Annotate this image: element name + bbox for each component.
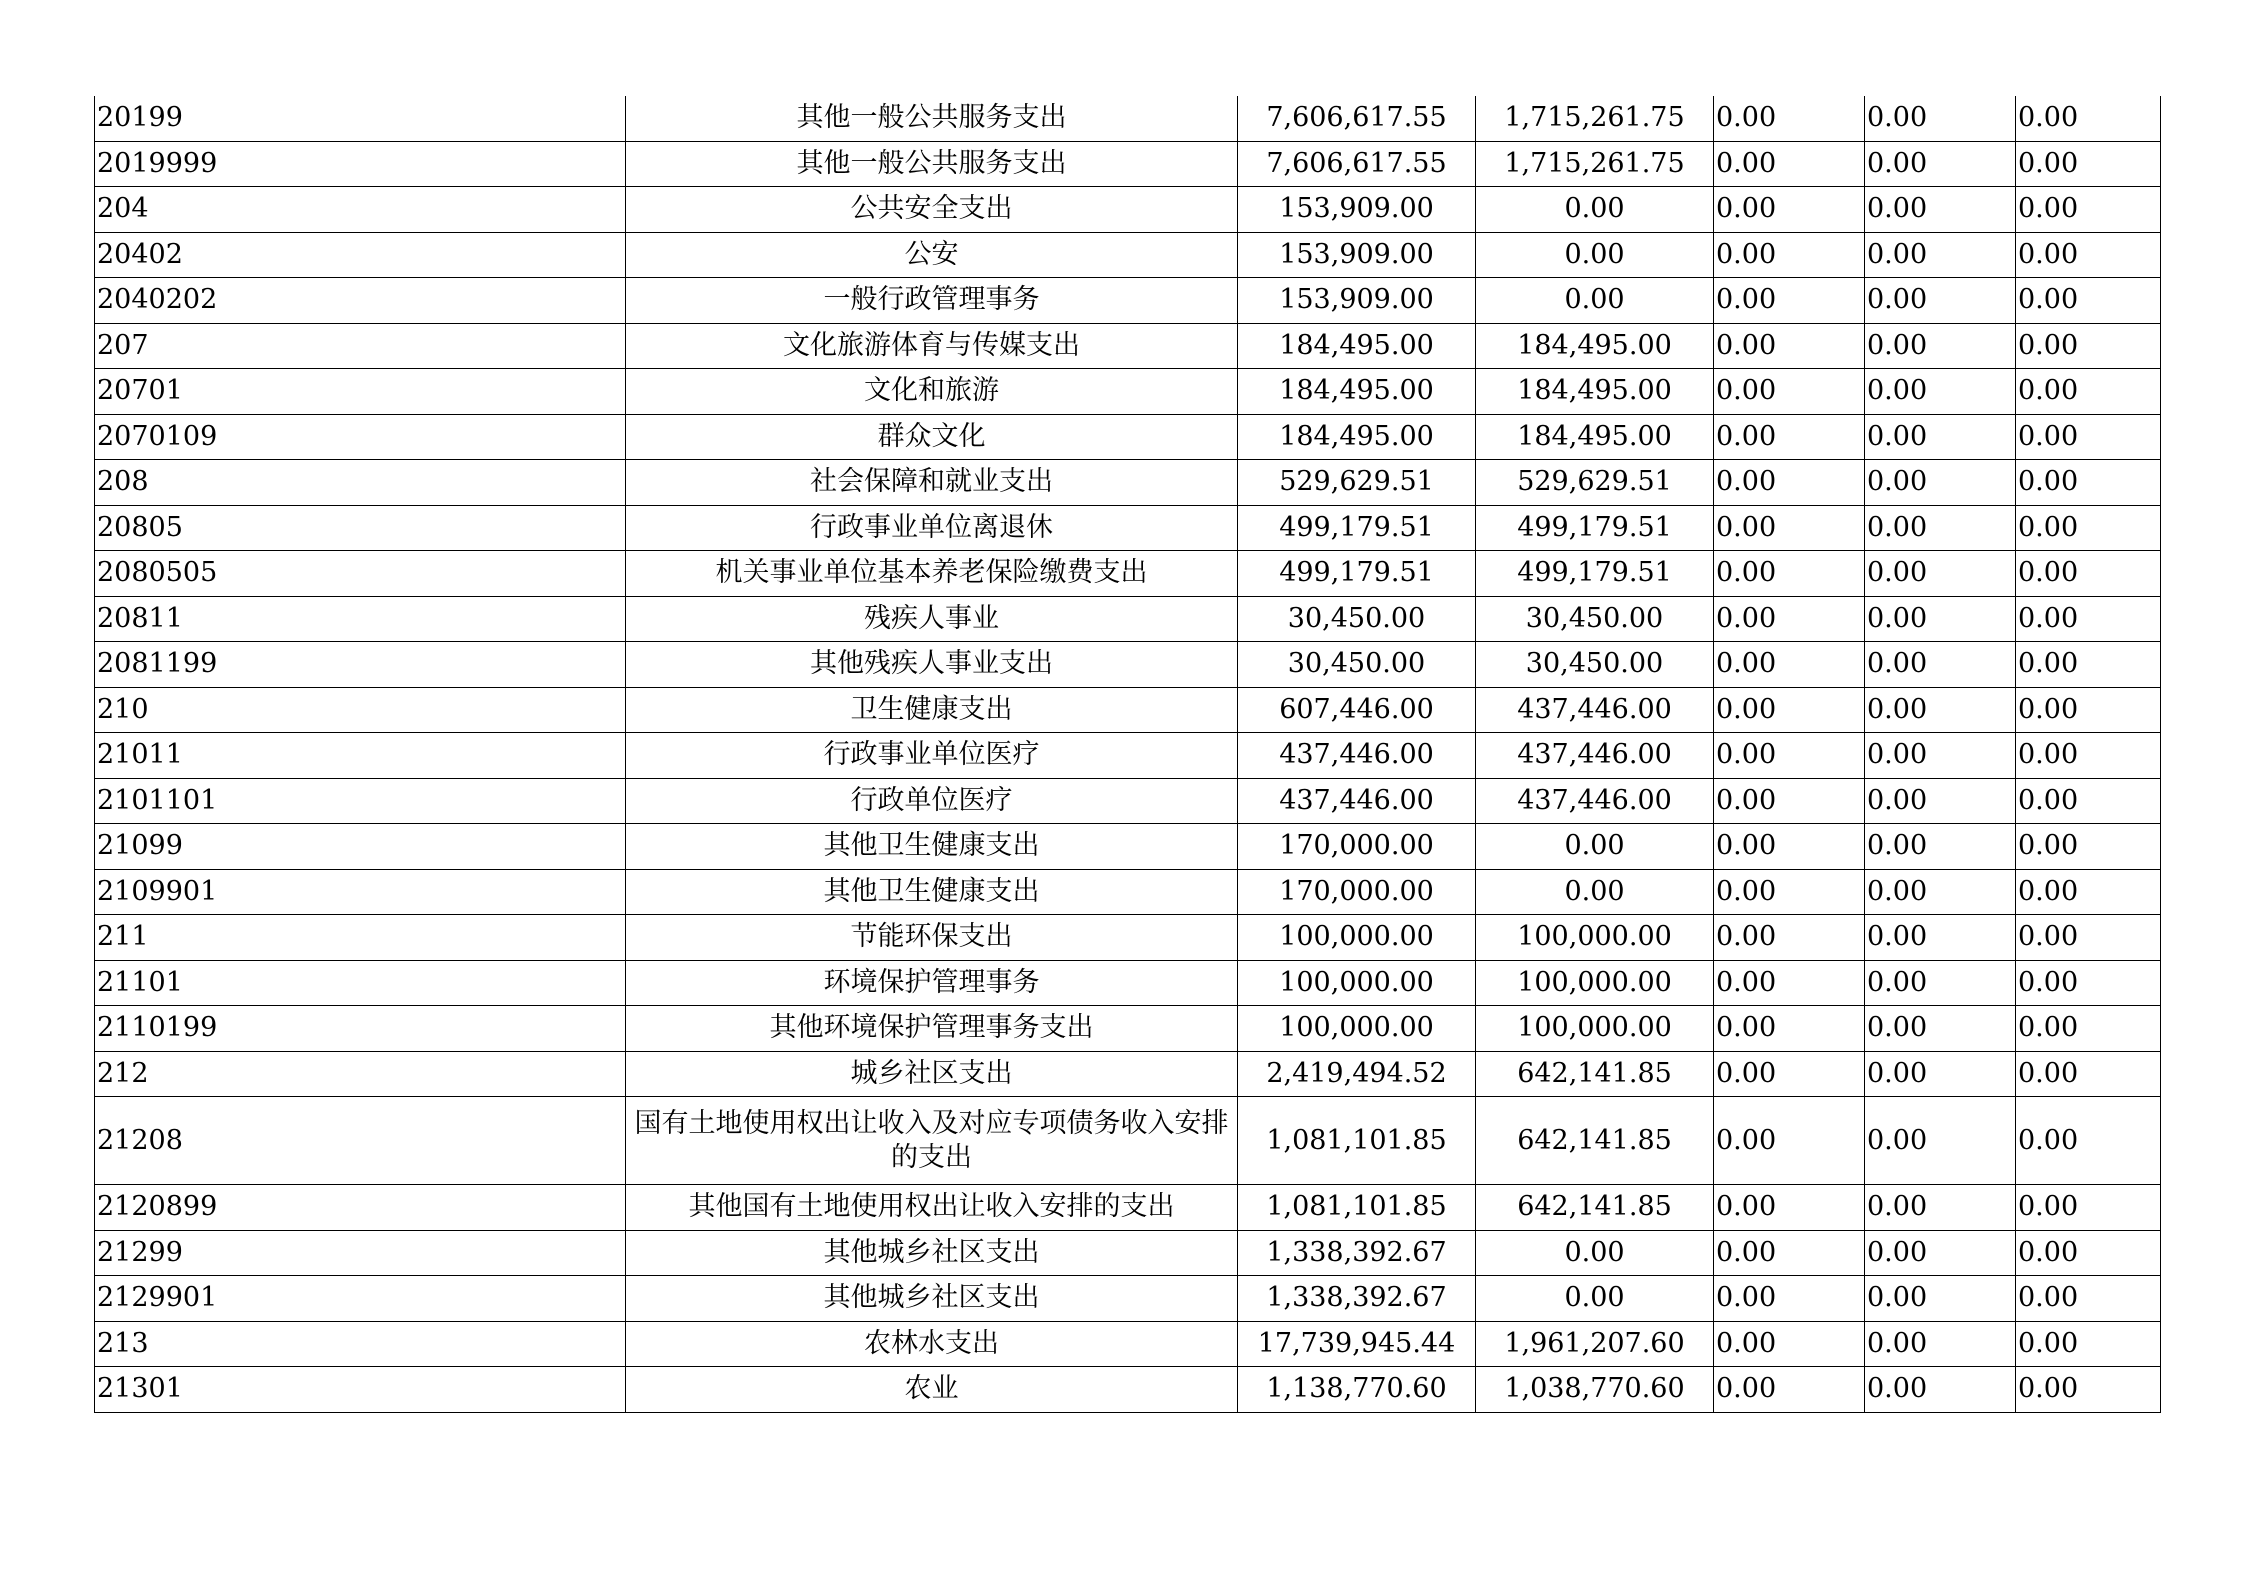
basic-expenditure-cell: 0.00 xyxy=(1476,869,1714,915)
subject-name-cell: 其他城乡社区支出 xyxy=(626,1276,1238,1322)
table-row xyxy=(95,687,2161,733)
amount-cell: 0.00 xyxy=(1865,1185,2016,1231)
amount-cell: 0.00 xyxy=(1865,1230,2016,1276)
subject-name-cell: 其他卫生健康支出 xyxy=(626,824,1238,870)
subject-code-cell: 2019999 xyxy=(95,141,626,187)
total-amount-cell: 1,338,392.67 xyxy=(1238,1230,1476,1276)
amount-cell: 0.00 xyxy=(1714,1230,1865,1276)
total-amount-cell: 30,450.00 xyxy=(1238,596,1476,642)
table-row xyxy=(95,1321,2161,1367)
basic-expenditure-cell: 0.00 xyxy=(1476,1230,1714,1276)
amount-cell: 0.00 xyxy=(1714,141,1865,187)
amount-cell: 0.00 xyxy=(2016,1367,2161,1413)
amount-cell: 0.00 xyxy=(2016,551,2161,597)
subject-name-cell: 群众文化 xyxy=(626,414,1238,460)
total-amount-cell: 153,909.00 xyxy=(1238,187,1476,233)
total-amount-cell: 1,138,770.60 xyxy=(1238,1367,1476,1413)
subject-code-cell: 212 xyxy=(95,1051,626,1097)
total-amount-cell: 7,606,617.55 xyxy=(1238,141,1476,187)
basic-expenditure-cell: 184,495.00 xyxy=(1476,323,1714,369)
table-row xyxy=(95,915,2161,961)
amount-cell: 0.00 xyxy=(1865,1051,2016,1097)
amount-cell: 0.00 xyxy=(2016,1185,2161,1231)
basic-expenditure-cell: 437,446.00 xyxy=(1476,733,1714,779)
basic-expenditure-cell: 437,446.00 xyxy=(1476,687,1714,733)
amount-cell: 0.00 xyxy=(1865,232,2016,278)
amount-cell: 0.00 xyxy=(2016,869,2161,915)
subject-name-cell: 残疾人事业 xyxy=(626,596,1238,642)
amount-cell: 0.00 xyxy=(2016,687,2161,733)
subject-name-cell: 公安 xyxy=(626,232,1238,278)
total-amount-cell: 2,419,494.52 xyxy=(1238,1051,1476,1097)
table-row xyxy=(95,96,2161,141)
basic-expenditure-cell: 0.00 xyxy=(1476,232,1714,278)
table-row xyxy=(95,141,2161,187)
amount-cell: 0.00 xyxy=(1714,778,1865,824)
amount-cell: 0.00 xyxy=(1714,551,1865,597)
subject-code-cell: 20805 xyxy=(95,505,626,551)
amount-cell: 0.00 xyxy=(1865,414,2016,460)
basic-expenditure-cell: 100,000.00 xyxy=(1476,1006,1714,1052)
table-row xyxy=(95,505,2161,551)
budget-expenditure-table xyxy=(94,96,2161,1413)
amount-cell: 0.00 xyxy=(1865,460,2016,506)
amount-cell: 0.00 xyxy=(1714,960,1865,1006)
amount-cell: 0.00 xyxy=(1714,187,1865,233)
subject-code-cell: 21101 xyxy=(95,960,626,1006)
total-amount-cell: 30,450.00 xyxy=(1238,642,1476,688)
amount-cell: 0.00 xyxy=(1865,505,2016,551)
total-amount-cell: 184,495.00 xyxy=(1238,369,1476,415)
amount-cell: 0.00 xyxy=(2016,960,2161,1006)
table-row xyxy=(95,323,2161,369)
amount-cell: 0.00 xyxy=(1865,96,2016,141)
amount-cell: 0.00 xyxy=(1714,414,1865,460)
subject-code-cell: 210 xyxy=(95,687,626,733)
amount-cell: 0.00 xyxy=(2016,232,2161,278)
amount-cell: 0.00 xyxy=(2016,778,2161,824)
amount-cell: 0.00 xyxy=(2016,1230,2161,1276)
amount-cell: 0.00 xyxy=(2016,187,2161,233)
amount-cell: 0.00 xyxy=(1714,642,1865,688)
amount-cell: 0.00 xyxy=(1865,869,2016,915)
total-amount-cell: 1,338,392.67 xyxy=(1238,1276,1476,1322)
amount-cell: 0.00 xyxy=(1714,460,1865,506)
subject-name-cell: 行政事业单位医疗 xyxy=(626,733,1238,779)
basic-expenditure-cell: 1,961,207.60 xyxy=(1476,1321,1714,1367)
amount-cell: 0.00 xyxy=(2016,141,2161,187)
amount-cell: 0.00 xyxy=(1865,187,2016,233)
subject-name-cell: 国有土地使用权出让收入及对应专项债务收入安排的支出 xyxy=(626,1097,1238,1185)
amount-cell: 0.00 xyxy=(2016,460,2161,506)
table-row xyxy=(95,232,2161,278)
amount-cell: 0.00 xyxy=(1714,1097,1865,1185)
amount-cell: 0.00 xyxy=(2016,596,2161,642)
amount-cell: 0.00 xyxy=(1865,1006,2016,1052)
amount-cell: 0.00 xyxy=(1714,369,1865,415)
subject-name-cell: 公共安全支出 xyxy=(626,187,1238,233)
subject-code-cell: 2070109 xyxy=(95,414,626,460)
amount-cell: 0.00 xyxy=(1714,1006,1865,1052)
table-row xyxy=(95,596,2161,642)
table-row xyxy=(95,824,2161,870)
total-amount-cell: 499,179.51 xyxy=(1238,505,1476,551)
amount-cell: 0.00 xyxy=(1714,1276,1865,1322)
subject-code-cell: 208 xyxy=(95,460,626,506)
subject-code-cell: 21301 xyxy=(95,1367,626,1413)
table-row xyxy=(95,1230,2161,1276)
total-amount-cell: 7,606,617.55 xyxy=(1238,96,1476,141)
subject-name-cell: 环境保护管理事务 xyxy=(626,960,1238,1006)
subject-name-cell: 其他城乡社区支出 xyxy=(626,1230,1238,1276)
subject-name-cell: 其他残疾人事业支出 xyxy=(626,642,1238,688)
subject-code-cell: 2081199 xyxy=(95,642,626,688)
amount-cell: 0.00 xyxy=(1714,1185,1865,1231)
total-amount-cell: 437,446.00 xyxy=(1238,778,1476,824)
basic-expenditure-cell: 30,450.00 xyxy=(1476,642,1714,688)
basic-expenditure-cell: 642,141.85 xyxy=(1476,1097,1714,1185)
table-row xyxy=(95,460,2161,506)
amount-cell: 0.00 xyxy=(2016,323,2161,369)
subject-name-cell: 社会保障和就业支出 xyxy=(626,460,1238,506)
subject-code-cell: 204 xyxy=(95,187,626,233)
amount-cell: 0.00 xyxy=(1714,505,1865,551)
basic-expenditure-cell: 437,446.00 xyxy=(1476,778,1714,824)
total-amount-cell: 153,909.00 xyxy=(1238,232,1476,278)
amount-cell: 0.00 xyxy=(2016,1051,2161,1097)
table-row xyxy=(95,960,2161,1006)
basic-expenditure-cell: 642,141.85 xyxy=(1476,1051,1714,1097)
subject-name-cell: 其他国有土地使用权出让收入安排的支出 xyxy=(626,1185,1238,1231)
subject-name-cell: 节能环保支出 xyxy=(626,915,1238,961)
amount-cell: 0.00 xyxy=(1865,824,2016,870)
amount-cell: 0.00 xyxy=(2016,1097,2161,1185)
amount-cell: 0.00 xyxy=(2016,369,2161,415)
subject-name-cell: 机关事业单位基本养老保险缴费支出 xyxy=(626,551,1238,597)
table-row xyxy=(95,778,2161,824)
amount-cell: 0.00 xyxy=(2016,1321,2161,1367)
subject-code-cell: 21011 xyxy=(95,733,626,779)
table-row xyxy=(95,414,2161,460)
subject-name-cell: 其他一般公共服务支出 xyxy=(626,141,1238,187)
amount-cell: 0.00 xyxy=(1865,278,2016,324)
table-row xyxy=(95,278,2161,324)
amount-cell: 0.00 xyxy=(1714,824,1865,870)
subject-code-cell: 2129901 xyxy=(95,1276,626,1322)
basic-expenditure-cell: 1,715,261.75 xyxy=(1476,141,1714,187)
subject-code-cell: 2080505 xyxy=(95,551,626,597)
amount-cell: 0.00 xyxy=(1714,733,1865,779)
amount-cell: 0.00 xyxy=(2016,505,2161,551)
basic-expenditure-cell: 0.00 xyxy=(1476,1276,1714,1322)
table-row xyxy=(95,1276,2161,1322)
table-row xyxy=(95,733,2161,779)
amount-cell: 0.00 xyxy=(1865,687,2016,733)
amount-cell: 0.00 xyxy=(1865,1367,2016,1413)
amount-cell: 0.00 xyxy=(1865,369,2016,415)
subject-code-cell: 20701 xyxy=(95,369,626,415)
amount-cell: 0.00 xyxy=(1865,915,2016,961)
subject-code-cell: 21099 xyxy=(95,824,626,870)
amount-cell: 0.00 xyxy=(1865,642,2016,688)
amount-cell: 0.00 xyxy=(2016,733,2161,779)
subject-code-cell: 21208 xyxy=(95,1097,626,1185)
subject-code-cell: 20199 xyxy=(95,96,626,141)
amount-cell: 0.00 xyxy=(1865,596,2016,642)
subject-name-cell: 其他一般公共服务支出 xyxy=(626,96,1238,141)
amount-cell: 0.00 xyxy=(1714,232,1865,278)
total-amount-cell: 1,081,101.85 xyxy=(1238,1097,1476,1185)
basic-expenditure-cell: 1,038,770.60 xyxy=(1476,1367,1714,1413)
amount-cell: 0.00 xyxy=(2016,96,2161,141)
amount-cell: 0.00 xyxy=(1714,1321,1865,1367)
basic-expenditure-cell: 0.00 xyxy=(1476,187,1714,233)
total-amount-cell: 170,000.00 xyxy=(1238,869,1476,915)
subject-name-cell: 文化旅游体育与传媒支出 xyxy=(626,323,1238,369)
total-amount-cell: 607,446.00 xyxy=(1238,687,1476,733)
amount-cell: 0.00 xyxy=(2016,642,2161,688)
amount-cell: 0.00 xyxy=(1714,687,1865,733)
subject-name-cell: 行政事业单位离退休 xyxy=(626,505,1238,551)
amount-cell: 0.00 xyxy=(1714,1367,1865,1413)
subject-code-cell: 207 xyxy=(95,323,626,369)
subject-code-cell: 21299 xyxy=(95,1230,626,1276)
amount-cell: 0.00 xyxy=(1865,778,2016,824)
amount-cell: 0.00 xyxy=(1714,323,1865,369)
total-amount-cell: 17,739,945.44 xyxy=(1238,1321,1476,1367)
amount-cell: 0.00 xyxy=(2016,278,2161,324)
amount-cell: 0.00 xyxy=(1714,596,1865,642)
amount-cell: 0.00 xyxy=(1865,551,2016,597)
subject-code-cell: 2120899 xyxy=(95,1185,626,1231)
basic-expenditure-cell: 100,000.00 xyxy=(1476,915,1714,961)
basic-expenditure-cell: 499,179.51 xyxy=(1476,551,1714,597)
basic-expenditure-cell: 0.00 xyxy=(1476,824,1714,870)
table-row xyxy=(95,869,2161,915)
subject-code-cell: 213 xyxy=(95,1321,626,1367)
amount-cell: 0.00 xyxy=(1714,915,1865,961)
table-row xyxy=(95,187,2161,233)
total-amount-cell: 153,909.00 xyxy=(1238,278,1476,324)
total-amount-cell: 529,629.51 xyxy=(1238,460,1476,506)
total-amount-cell: 100,000.00 xyxy=(1238,1006,1476,1052)
total-amount-cell: 170,000.00 xyxy=(1238,824,1476,870)
subject-code-cell: 2040202 xyxy=(95,278,626,324)
subject-name-cell: 农业 xyxy=(626,1367,1238,1413)
subject-name-cell: 一般行政管理事务 xyxy=(626,278,1238,324)
amount-cell: 0.00 xyxy=(2016,414,2161,460)
subject-name-cell: 农林水支出 xyxy=(626,1321,1238,1367)
table-row xyxy=(95,1185,2161,1231)
subject-name-cell: 卫生健康支出 xyxy=(626,687,1238,733)
total-amount-cell: 184,495.00 xyxy=(1238,414,1476,460)
total-amount-cell: 1,081,101.85 xyxy=(1238,1185,1476,1231)
table-body xyxy=(95,96,2161,1412)
basic-expenditure-cell: 529,629.51 xyxy=(1476,460,1714,506)
table-row xyxy=(95,1006,2161,1052)
amount-cell: 0.00 xyxy=(1865,733,2016,779)
total-amount-cell: 100,000.00 xyxy=(1238,915,1476,961)
amount-cell: 0.00 xyxy=(1714,278,1865,324)
table-row xyxy=(95,551,2161,597)
amount-cell: 0.00 xyxy=(1714,869,1865,915)
basic-expenditure-cell: 1,715,261.75 xyxy=(1476,96,1714,141)
subject-code-cell: 20402 xyxy=(95,232,626,278)
table-row xyxy=(95,369,2161,415)
amount-cell: 0.00 xyxy=(1865,1097,2016,1185)
amount-cell: 0.00 xyxy=(2016,1006,2161,1052)
amount-cell: 0.00 xyxy=(1865,1321,2016,1367)
amount-cell: 0.00 xyxy=(2016,824,2161,870)
amount-cell: 0.00 xyxy=(2016,1276,2161,1322)
total-amount-cell: 437,446.00 xyxy=(1238,733,1476,779)
subject-name-cell: 行政单位医疗 xyxy=(626,778,1238,824)
amount-cell: 0.00 xyxy=(1865,141,2016,187)
subject-name-cell: 文化和旅游 xyxy=(626,369,1238,415)
table-row xyxy=(95,1367,2161,1413)
basic-expenditure-cell: 30,450.00 xyxy=(1476,596,1714,642)
subject-code-cell: 20811 xyxy=(95,596,626,642)
basic-expenditure-cell: 184,495.00 xyxy=(1476,414,1714,460)
amount-cell: 0.00 xyxy=(1865,323,2016,369)
subject-code-cell: 2109901 xyxy=(95,869,626,915)
basic-expenditure-cell: 499,179.51 xyxy=(1476,505,1714,551)
subject-code-cell: 2101101 xyxy=(95,778,626,824)
total-amount-cell: 184,495.00 xyxy=(1238,323,1476,369)
total-amount-cell: 100,000.00 xyxy=(1238,960,1476,1006)
amount-cell: 0.00 xyxy=(1714,1051,1865,1097)
subject-code-cell: 211 xyxy=(95,915,626,961)
basic-expenditure-cell: 184,495.00 xyxy=(1476,369,1714,415)
table-row xyxy=(95,1097,2161,1185)
table-row xyxy=(95,642,2161,688)
amount-cell: 0.00 xyxy=(1865,960,2016,1006)
basic-expenditure-cell: 642,141.85 xyxy=(1476,1185,1714,1231)
basic-expenditure-cell: 0.00 xyxy=(1476,278,1714,324)
subject-name-cell: 其他卫生健康支出 xyxy=(626,869,1238,915)
subject-name-cell: 城乡社区支出 xyxy=(626,1051,1238,1097)
amount-cell: 0.00 xyxy=(1865,1276,2016,1322)
table-row xyxy=(95,1051,2161,1097)
amount-cell: 0.00 xyxy=(2016,915,2161,961)
subject-name-cell: 其他环境保护管理事务支出 xyxy=(626,1006,1238,1052)
total-amount-cell: 499,179.51 xyxy=(1238,551,1476,597)
amount-cell: 0.00 xyxy=(1714,96,1865,141)
basic-expenditure-cell: 100,000.00 xyxy=(1476,960,1714,1006)
subject-code-cell: 2110199 xyxy=(95,1006,626,1052)
